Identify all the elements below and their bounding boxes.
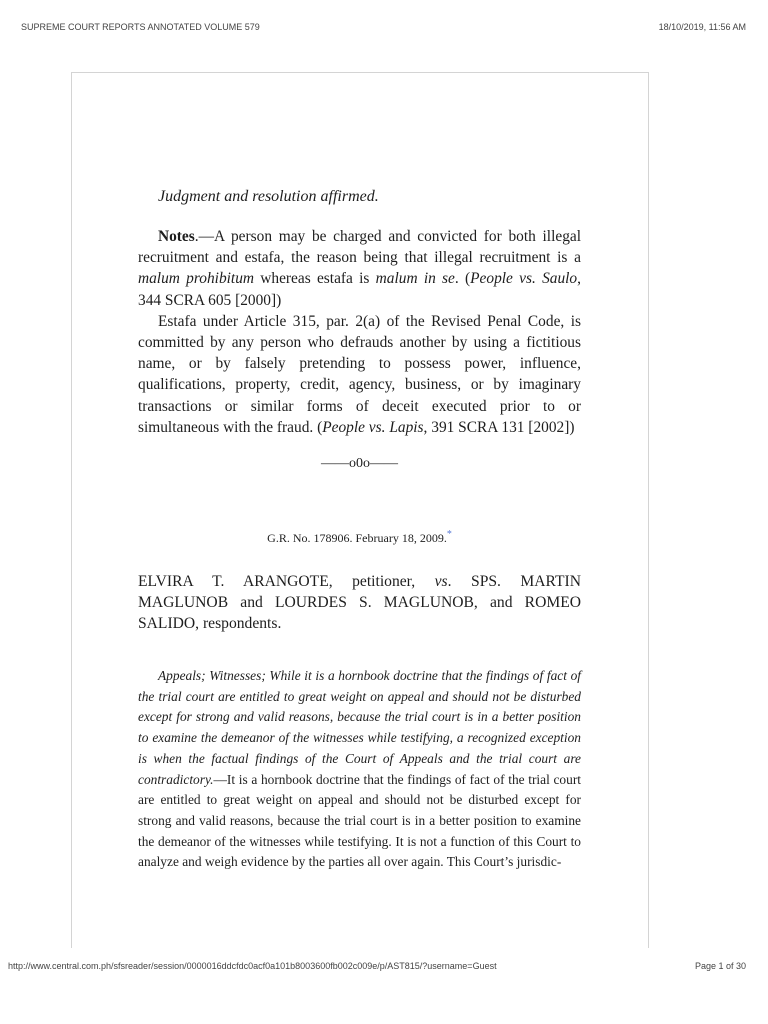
syllabus-heading: Appeals; Witnesses; While it is a hornbook doctrine that the findings of fact of the trial court are entitled to great weight on appeal and should not be disturbed except for strong and valid reasons, because the trial court is in a better position to examine the demeanor of the witnesses while testifying, a recognized exception is when the factual findings of the Court of Appeals and the trial court are contradictory. — [138, 668, 581, 787]
notes-label: Notes — [158, 228, 195, 245]
syllabus-body: —It is a hornbook doctrine that the findings of fact of the trial court are entitled to great weight on appeal and should not be disturbed except for strong and valid reasons, because the trial court is in a better position to examine the demeanor of the witnesses while testifying. It is not a function of this Court to analyze and weigh evidence by the parties all over again. This Court’s jurisdic- — [138, 771, 581, 870]
page-counter: Page 1 of 30 — [694, 961, 746, 971]
judgment-affirmed-line: Judgment and resolution affirmed. — [158, 188, 379, 205]
footnote-link[interactable]: * — [446, 529, 452, 540]
section-separator: ——o0o—— — [321, 456, 398, 471]
notes-paragraph-1: Notes.—A person may be charged and convicted for both illegal recruitment and estafa, the reason being that illegal recruitment is a malum prohibitum whereas estafa is malum in se. (People vs. Saulo, 344 SCRA 605 [2000]) — [138, 228, 581, 309]
case-number-line: G.R. No. 178906. February 18, 2009.* — [267, 529, 452, 545]
document-title-header: SUPREME COURT REPORTS ANNOTATED VOLUME 579 — [21, 22, 260, 32]
notes-paragraph-2: Estafa under Article 315, par. 2(a) of the Revised Penal Code, is committed by any person who defrauds another by using a fictitious name, or by falsely pretending to possess power, influence, qualifications, property, credit, agency, business, or by imaginary transactions or similar forms of deceit executed prior to or simultaneous with the fraud. (People vs. Lapis, 391 SCRA 131 [2002]) — [138, 312, 581, 436]
case-parties: ELVIRA T. ARANGOTE, petitioner, vs. SPS. MARTIN MAGLUNOB and LOURDES S. MAGLUNOB, and ROMEO SALIDO, respondents. — [138, 573, 581, 632]
source-url: http://www.central.com.ph/sfsreader/session/0000016ddcfdc0acf0a101b8003600fb002c009e/p/AST815/?username=Guest — [8, 961, 497, 971]
print-datetime: 18/10/2019, 11:56 AM — [658, 22, 746, 32]
syllabus-paragraph — [138, 666, 581, 873]
notes-section — [138, 226, 581, 438]
